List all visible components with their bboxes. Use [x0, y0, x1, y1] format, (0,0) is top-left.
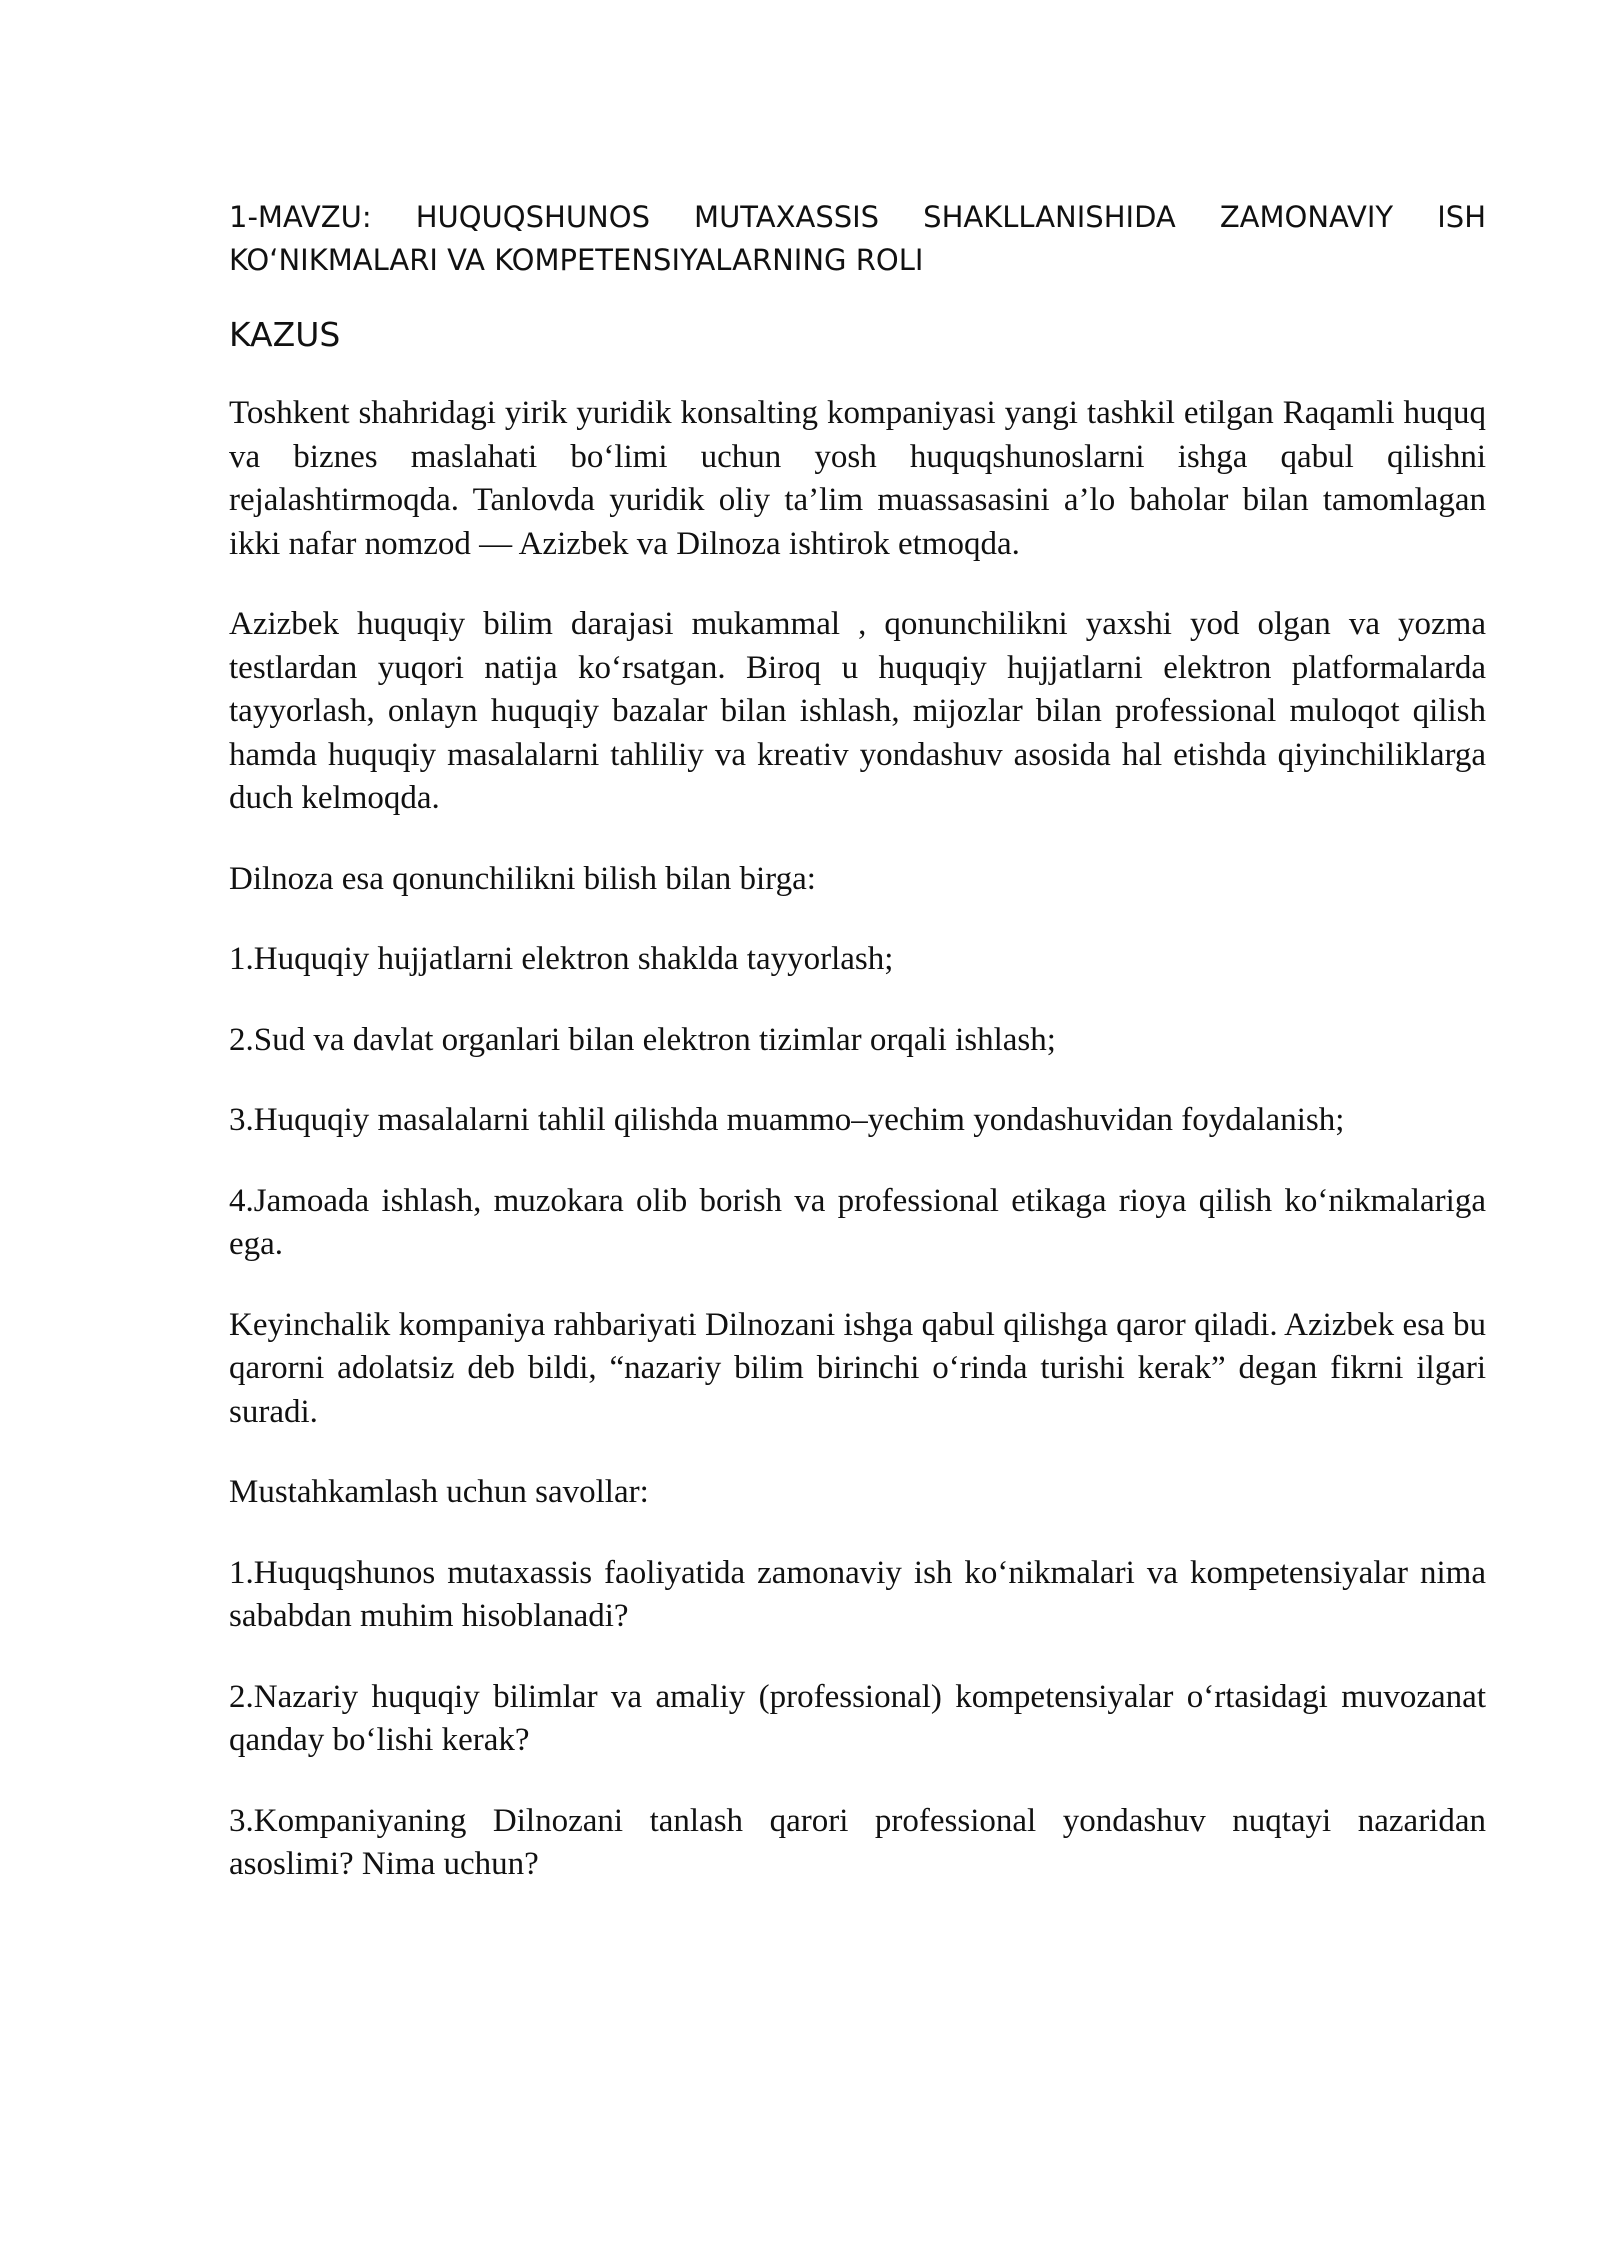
skill-list-item: 1.Huquqiy hujjatlarni elektron shaklda tayyorlash;: [229, 941, 894, 977]
case-paragraph-azizbek: Azizbek huquqiy bilim darajasi mukammal , qonunchilikni yaxshi yod olgan va yozma testlardan yuqori natija koʻrsatgan. Biroq u huquqiy hujjatlarni elektron platformalarda tayyorlash, onlayn huquqiy bazalar bilan ishlash, mijozlar bilan professional muloqot qilish hamda huquqiy masalalarni tahliliy va kreativ yondashuv asosida hal etishda qiyinchiliklarga duch kelmoqda.: [229, 606, 1486, 816]
question-item: 3.Kompaniyaning Dilnozani tanlash qarori professional yondashuv nuqtayi nazaridan asoslimi? Nima uchun?: [229, 1802, 1486, 1882]
case-label: KAZUS: [229, 315, 341, 354]
skill-list-item: 3.Huquqiy masalalarni tahlil qilishda muammo–yechim yondashuvidan foydalanish;: [229, 1102, 1345, 1138]
skill-list-item: 2.Sud va davlat organlari bilan elektron tizimlar orqali ishlash;: [229, 1021, 1056, 1058]
case-paragraph-decision: Keyinchalik kompaniya rahbariyati Dilnozani ishga qabul qilishga qaror qiladi. Azizbek esa bu qarorni adolatsiz deb bildi, “nazariy bilim birinchi oʻrinda turishi kerak” degan fikrni ilgari suradi.: [229, 1306, 1486, 1430]
document-page: [229, 196, 1486, 1924]
question-item: 2.Nazariy huquqiy bilimlar va amaliy (professional) kompetensiyalar oʻrtasidagi muvozanat qanday boʻlishi kerak?: [229, 1678, 1486, 1758]
questions-heading: Mustahkamlash uchun savollar:: [229, 1474, 649, 1510]
case-paragraph-intro: Toshkent shahridagi yirik yuridik konsalting kompaniyasi yangi tashkil etilgan Raqamli huquq va biznes maslahati boʻlimi uchun yosh huquqshunoslarni ishga qabul qilishni rejalashtirmoqda. Tanlovda yuridik oliy ta’lim muassasasini a’lo baholar bilan tamomlagan ikki nafar nomzod — Azizbek va Dilnoza ishtirok etmoqda.: [229, 395, 1486, 562]
question-item: 1.Huquqshunos mutaxassis faoliyatida zamonaviy ish koʻnikmalari va kompetensiyalar nima sababdan muhim hisoblanadi?: [229, 1554, 1486, 1634]
document-title: 1-MAVZU: HUQUQSHUNOS MUTAXASSIS SHAKLLANISHIDA ZAMONAVIY ISH KOʻNIKMALARI VA KOMPETENSIYALARNING ROLI: [229, 200, 1486, 277]
skill-list-item: 4.Jamoada ishlash, muzokara olib borish va professional etikaga rioya qilish koʻnikmalariga ega.: [229, 1182, 1486, 1262]
case-paragraph-dilnoza: Dilnoza esa qonunchilikni bilish bilan birga:: [229, 860, 816, 897]
